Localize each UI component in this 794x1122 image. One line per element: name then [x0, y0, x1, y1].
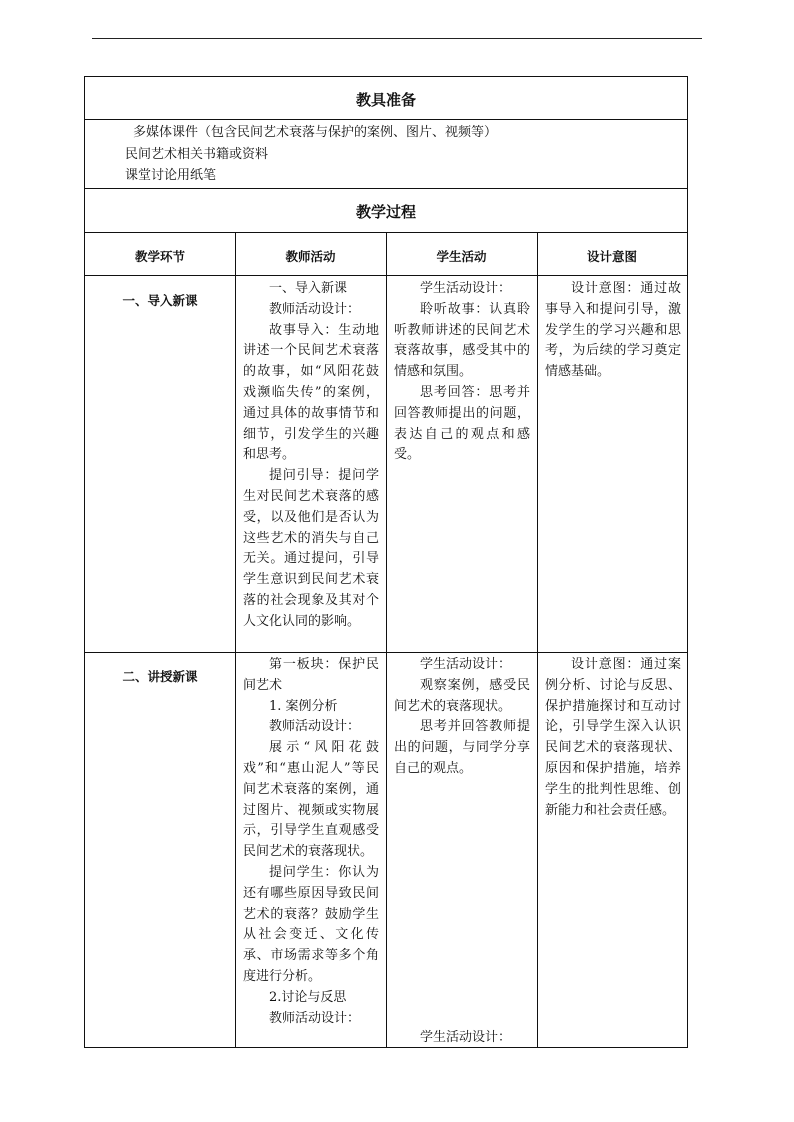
column-header-student: 学生活动 — [436, 249, 487, 264]
student-activity-paragraph: 学生活动设计： — [420, 1030, 512, 1045]
student-activity-paragraph: 学生活动设计： — [420, 657, 512, 672]
prep-section-title: 教具准备 — [355, 91, 416, 109]
prep-item: 民间艺术相关书籍或资料 — [125, 147, 269, 162]
stage-label: 二、讲授新课 — [122, 669, 198, 684]
student-activity-paragraph: 思考回答：思考并回答教师提出的问题，表达自己的观点和感受。 — [394, 384, 530, 463]
student-activity-cell — [394, 655, 530, 780]
student-activity-paragraph: 观察案例，感受民间艺术的衰落现状。 — [394, 677, 530, 714]
teacher-activity-cell — [243, 655, 379, 1029]
lesson-plan-table — [84, 76, 688, 1048]
column-header-intent: 设计意图 — [586, 249, 637, 264]
table-rule — [85, 119, 687, 120]
column-rule — [537, 232, 538, 1047]
page-header-rule — [92, 38, 702, 39]
process-section-title: 教学过程 — [355, 203, 416, 221]
prep-item: 多媒体课件（包含民间艺术衰落与保护的案例、图片、视频等） — [133, 125, 498, 140]
table-rule — [85, 188, 687, 189]
teacher-activity-paragraph: 教师活动设计： — [269, 719, 361, 735]
design-intent-cell — [545, 655, 681, 821]
teacher-activity-paragraph: 提问引导：提问学生对民间艺术衰落的感受，以及他们是否认为这些艺术的消失与自己无关。通过提问，引导学生意识到民间艺术衰落的社会现象及其对个人文化认同的影响。 — [243, 468, 379, 629]
prep-item: 课堂讨论用纸笔 — [125, 168, 217, 183]
student-activity-paragraph: 思考并回答教师提出的问题，与同学分享自己的观点。 — [394, 719, 530, 776]
student-activity-cell-continued — [394, 1028, 530, 1049]
design-intent-paragraph: 设计意图：通过故事导入和提问引导，激发学生的学习兴趣和思考，为后续的学习奠定情感基础。 — [545, 281, 681, 380]
column-header-stage: 教学环节 — [134, 249, 185, 264]
column-header-teacher: 教师活动 — [285, 249, 336, 264]
stage-label: 一、导入新课 — [122, 293, 198, 308]
teacher-activity-cell — [243, 279, 379, 633]
design-intent-cell — [545, 279, 681, 383]
teacher-activity-paragraph: 展示“风阳花鼓戏”和“惠山泥人”等民间艺术衰落的案例，通过图片、视频或实物展示，引导学生直观感受民间艺术的衰落现状。 — [243, 740, 379, 860]
column-rule — [386, 232, 387, 1047]
student-activity-paragraph: 学生活动设计： — [420, 281, 512, 296]
student-activity-paragraph: 聆听故事：认真聆听教师讲述的民间艺术衰落故事，感受其中的情感和氛围。 — [394, 301, 530, 380]
teacher-activity-paragraph: 故事导入：生动地讲述一个民间艺术衰落的故事，如“风阳花鼓戏濒临失传”的案例，通过具体的故事情节和细节，引发学生的兴趣和思考。 — [243, 322, 379, 463]
teacher-activity-paragraph: 2.讨论与反思 — [269, 989, 347, 1005]
teacher-activity-paragraph: 一、导入新课 — [269, 281, 348, 296]
design-intent-paragraph: 设计意图：通过案例分析、讨论与反思、保护措施探讨和互动讨论，引导学生深入认识民间艺术的衰落现状、原因和保护措施，培养学生的批判性思维、创新能力和社会责任感。 — [545, 657, 681, 818]
student-activity-cell — [394, 279, 530, 466]
column-rule — [235, 232, 236, 1047]
teacher-activity-paragraph: 1. 案例分析 — [269, 698, 338, 714]
teacher-activity-paragraph: 教师活动设计： — [269, 1010, 361, 1026]
teacher-activity-paragraph: 第一板块：保护民间艺术 — [243, 657, 379, 693]
teacher-activity-paragraph: 提问学生：你认为还有哪些原因导致民间艺术的衰落？鼓励学生从社会变迁、文化传承、市场需求等多个角度进行分析。 — [243, 864, 379, 984]
teacher-activity-paragraph: 教师活动设计： — [269, 301, 361, 317]
